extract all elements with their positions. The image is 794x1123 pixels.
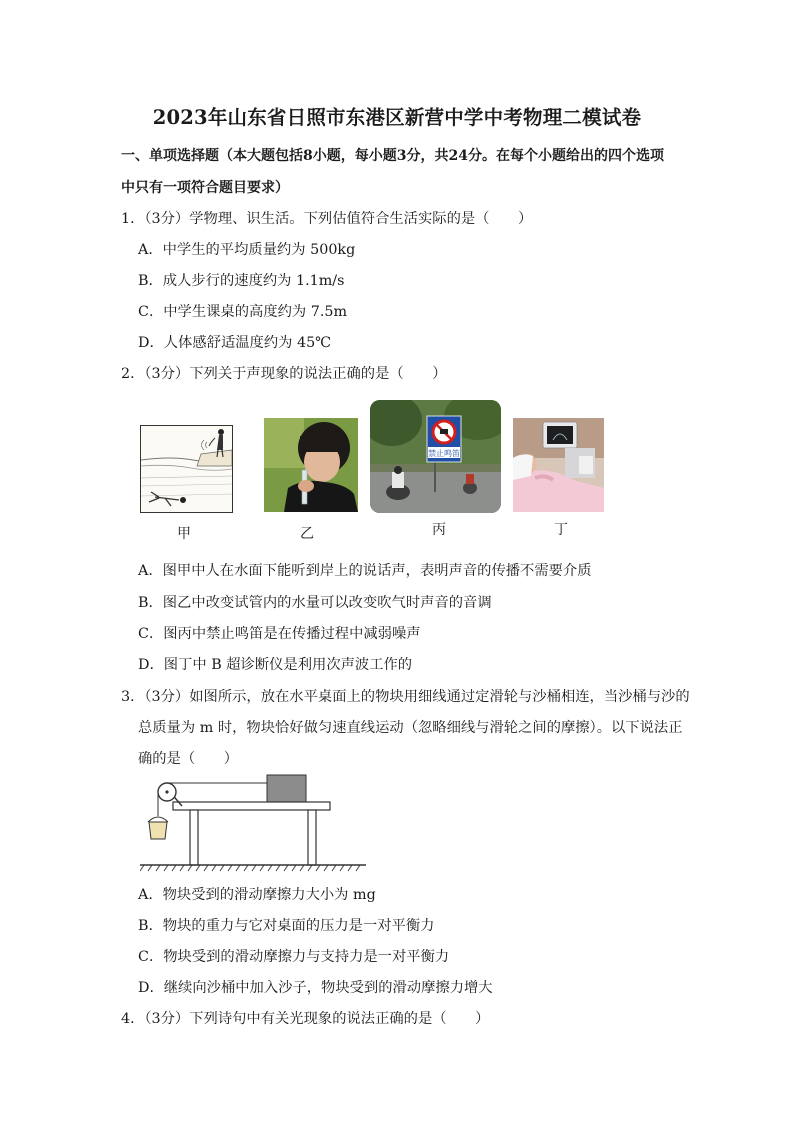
figure-ding-photo <box>513 418 604 512</box>
question-3-option-a: A．物块受到的滑动摩擦力大小为 mg <box>138 887 376 903</box>
figure-label-bing: 丙 <box>432 522 446 538</box>
question-3-option-c: C．物块受到的滑动摩擦力与支持力是一对平衡力 <box>138 949 450 965</box>
question-1-option-b: B．成人步行的速度约为 1.1m/s <box>138 273 345 289</box>
question-2-option-b: B．图乙中改变试管内的水量可以改变吹气时声音的音调 <box>138 595 492 611</box>
question-2-option-d: D．图丁中 B 超诊断仪是利用次声波工作的 <box>138 657 413 673</box>
sign-text: 禁止鸣笛 <box>428 449 460 458</box>
question-1-option-d: D．人体感舒适温度约为 45℃ <box>138 335 332 351</box>
section-heading-line-1: 一、单项选择题（本大题包括8小题，每小题3分，共24分。在每个小题给出的四个选项 <box>121 148 664 164</box>
figure-jia-drawing <box>140 425 233 513</box>
figure-yi-photo <box>264 418 358 512</box>
pulley-table-diagram <box>140 772 370 874</box>
section-heading-line-2: 中只有一项符合题目要求） <box>121 180 289 196</box>
block <box>267 775 306 802</box>
question-2-option-a: A．图甲中人在水面下能听到岸上的说话声，表明声音的传播不需要介质 <box>138 563 592 579</box>
question-4-stem: 4．（3分）下列诗句中有关光现象的说法正确的是（ ） <box>121 1011 490 1027</box>
question-2-option-c: C．图丙中禁止鸣笛是在传播过程中减弱噪声 <box>138 626 421 642</box>
question-3-stem-line-3: 确的是（ ） <box>138 751 239 767</box>
figure-label-ding: 丁 <box>554 522 568 538</box>
figure-label-jia: 甲 <box>177 526 191 542</box>
sand-bucket <box>149 822 167 839</box>
figure-bing-photo <box>370 400 501 513</box>
question-3-option-d: D．继续向沙桶中加入沙子，物块受到的滑动摩擦力增大 <box>138 980 493 996</box>
question-3-option-b: B．物块的重力与它对桌面的压力是一对平衡力 <box>138 918 435 934</box>
question-2-stem: 2．（3分）下列关于声现象的说法正确的是（ ） <box>121 366 447 382</box>
question-3-stem-line-2: 总质量为 m 时，物块恰好做匀速直线运动（忽略细线与滑轮之间的摩擦）。以下说法正 <box>138 720 683 736</box>
figure-label-yi: 乙 <box>300 526 314 542</box>
question-1-stem: 1．（3分）学物理、识生活。下列估值符合生活实际的是（ ） <box>121 211 533 227</box>
page-title: 2023年山东省日照市东港区新营中学中考物理二模试卷 <box>152 106 642 129</box>
question-3-stem-line-1: 3．（3分）如图所示，放在水平桌面上的物块用细线通过定滑轮与沙桶相连，当沙桶与沙的 <box>121 689 690 705</box>
question-1-option-a: A．中学生的平均质量约为 500kg <box>138 242 356 258</box>
question-1-option-c: C．中学生课桌的高度约为 7.5m <box>138 304 348 320</box>
